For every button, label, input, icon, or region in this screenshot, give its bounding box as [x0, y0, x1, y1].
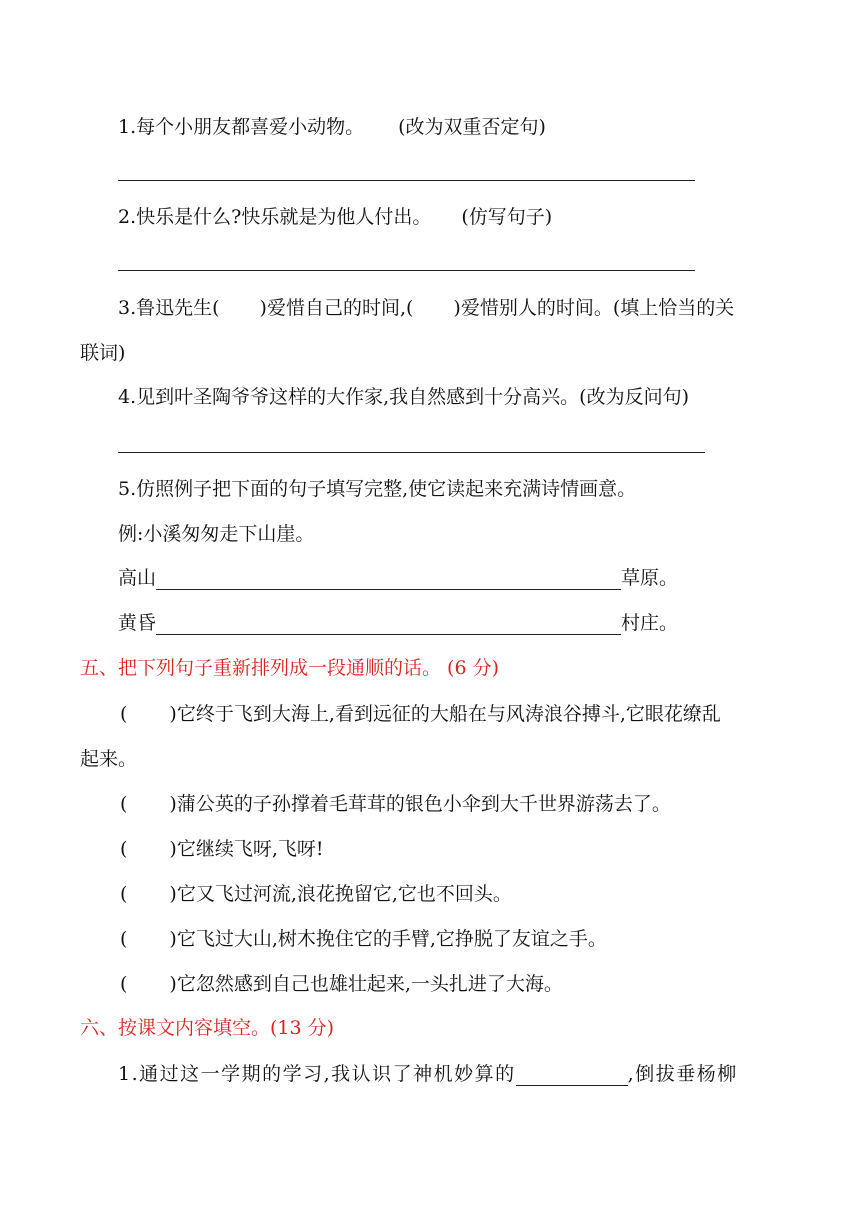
reorder-item-text: 蒲公英的子孙撑着毛茸茸的银色小伞到大千世界游荡去了。	[176, 793, 671, 815]
question-5-row-2	[118, 611, 678, 635]
question-3-part-1: 3.鲁迅先生(	[118, 297, 220, 319]
section-5-heading: 五、把下列句子重新排列成一段通顺的话。 (6 分)	[80, 657, 499, 679]
question-1-text: 1.每个小朋友都喜爱小动物。	[118, 116, 365, 138]
reorder-item-text: 它忽然感到自己也雄壮起来,一头扎进了大海。	[176, 973, 563, 995]
paren-open: (	[120, 838, 128, 860]
fill-question-1-start: 1.通过这一学期的学习,我认识了神机妙算的	[118, 1063, 516, 1085]
fill-blank-1[interactable]	[516, 1063, 628, 1086]
fill-question-1	[118, 1062, 738, 1086]
question-3-continuation: 联词)	[80, 342, 126, 364]
question-5-example: 例:小溪匆匆走下山崖。	[118, 523, 315, 545]
question-2-text: 2.快乐是什么?快乐就是为他人付出。	[118, 206, 432, 228]
reorder-item-5	[120, 927, 607, 951]
reorder-item-text: 它继续飞呀,飞呀!	[176, 838, 324, 860]
reorder-item-text: 它终于飞到大海上,看到远征的大船在与风涛浪谷搏斗,它眼花缭乱	[176, 703, 721, 725]
paren-open: (	[120, 703, 128, 725]
reorder-item-text: 它飞过大山,树木挽住它的手臂,它挣脱了友谊之手。	[176, 928, 607, 950]
question-1-instruction: (改为双重否定句)	[398, 116, 546, 138]
question-1	[118, 115, 546, 139]
answer-line-1[interactable]	[118, 180, 695, 181]
reorder-item-2	[120, 792, 671, 816]
question-3-part-2: )爱惜自己的时间,(	[259, 297, 414, 319]
row-2-start: 黄昏	[118, 612, 157, 634]
paren-open: (	[120, 973, 128, 995]
paren-open: (	[120, 928, 128, 950]
section-6-heading: 六、按课文内容填空。(13 分)	[80, 1017, 335, 1039]
question-2	[118, 205, 552, 229]
question-4: 4.见到叶圣陶爷爷这样的大作家,我自然感到十分高兴。(改为反问句)	[118, 386, 689, 408]
question-5-row-1	[118, 566, 678, 590]
question-3-part-3: )爱惜别人的时间。(填上恰当的关	[453, 297, 735, 319]
row-2-blank[interactable]	[156, 612, 621, 635]
paren-close: )	[169, 883, 177, 905]
row-1-start: 高山	[118, 567, 157, 589]
reorder-item-1-continuation: 起来。	[80, 748, 138, 770]
paren-close: )	[169, 838, 177, 860]
answer-line-2[interactable]	[118, 270, 695, 271]
reorder-item-text: 它又飞过河流,浪花挽留它,它也不回头。	[176, 883, 512, 905]
paren-open: (	[120, 883, 128, 905]
row-2-end: 村庄。	[621, 612, 679, 634]
paren-close: )	[169, 928, 177, 950]
fill-question-1-end: ,倒拔垂杨柳	[627, 1063, 738, 1085]
paren-open: (	[120, 793, 128, 815]
reorder-item-6	[120, 972, 563, 996]
reorder-item-3	[120, 837, 324, 861]
question-5: 5.仿照例子把下面的句子填写完整,使它读起来充满诗情画意。	[118, 478, 637, 500]
paren-close: )	[169, 703, 177, 725]
row-1-blank[interactable]	[156, 567, 621, 590]
paren-close: )	[169, 973, 177, 995]
answer-line-4[interactable]	[118, 452, 705, 453]
question-2-instruction: (仿写句子)	[461, 206, 553, 228]
row-1-end: 草原。	[621, 567, 679, 589]
paren-close: )	[169, 793, 177, 815]
question-3	[118, 296, 734, 320]
reorder-item-4	[120, 882, 512, 906]
reorder-item-1	[120, 702, 721, 726]
